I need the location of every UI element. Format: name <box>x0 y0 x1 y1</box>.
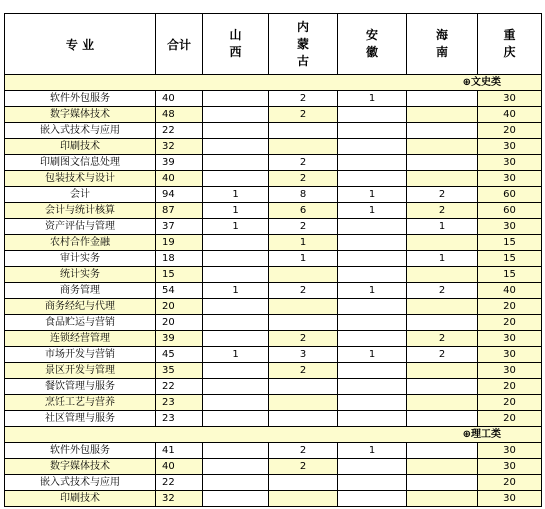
table-row <box>5 379 542 395</box>
hainan-cell[interactable] <box>407 443 478 459</box>
table-row <box>5 331 542 347</box>
neimenggu-cell[interactable]: 2 <box>269 331 338 347</box>
province-char: 重 <box>503 28 516 42</box>
anhui-cell[interactable] <box>338 331 407 347</box>
hainan-cell[interactable] <box>407 491 478 507</box>
anhui-cell[interactable]: 1 <box>338 203 407 219</box>
shanxi-cell[interactable] <box>203 411 269 427</box>
province-header-hainan[interactable] <box>407 14 478 75</box>
anhui-cell[interactable] <box>338 235 407 251</box>
major-name-cell[interactable]: 审计实务 <box>5 251 156 267</box>
major-name-cell[interactable]: 数字媒体技术 <box>5 107 156 123</box>
total-cell[interactable]: 22 <box>156 123 203 139</box>
chongqing-cell[interactable]: 30 <box>478 139 542 155</box>
hainan-cell[interactable]: 2 <box>407 187 478 203</box>
chongqing-cell[interactable]: 30 <box>478 347 542 363</box>
shanxi-cell[interactable] <box>203 331 269 347</box>
province-char: 古 <box>296 53 309 68</box>
shanxi-cell[interactable] <box>203 107 269 123</box>
major-name-cell[interactable]: 市场开发与营销 <box>5 347 156 363</box>
shanxi-cell[interactable] <box>203 363 269 379</box>
neimenggu-cell[interactable] <box>269 491 338 507</box>
total-cell[interactable]: 40 <box>156 459 203 475</box>
shanxi-cell[interactable] <box>203 123 269 139</box>
total-cell[interactable]: 22 <box>156 475 203 491</box>
province-char: 西 <box>229 45 242 59</box>
major-name-cell[interactable]: 嵌入式技术与应用 <box>5 123 156 139</box>
shanxi-cell[interactable] <box>203 315 269 331</box>
chongqing-cell[interactable]: 30 <box>478 443 542 459</box>
total-cell[interactable]: 18 <box>156 251 203 267</box>
shanxi-cell[interactable] <box>203 155 269 171</box>
province-char: 南 <box>435 45 448 59</box>
neimenggu-cell[interactable]: 2 <box>269 443 338 459</box>
total-cell[interactable]: 23 <box>156 411 203 427</box>
hainan-cell[interactable] <box>407 363 478 379</box>
major-name-cell[interactable]: 商务经纪与代理 <box>5 299 156 315</box>
neimenggu-cell[interactable] <box>269 267 338 283</box>
hainan-cell[interactable] <box>407 395 478 411</box>
section-label[interactable]: ⊕理工类 <box>5 427 542 443</box>
shanxi-cell[interactable] <box>203 91 269 107</box>
table-row <box>5 139 542 155</box>
shanxi-cell[interactable] <box>203 475 269 491</box>
anhui-cell[interactable]: 1 <box>338 347 407 363</box>
major-name-cell[interactable]: 社区管理与服务 <box>5 411 156 427</box>
anhui-cell[interactable] <box>338 379 407 395</box>
neimenggu-cell[interactable]: 2 <box>269 171 338 187</box>
table-body <box>5 75 542 507</box>
province-char: 安 <box>365 28 378 42</box>
shanxi-cell[interactable]: 1 <box>203 219 269 235</box>
major-name-cell[interactable]: 资产评估与管理 <box>5 219 156 235</box>
anhui-cell[interactable] <box>338 411 407 427</box>
neimenggu-cell[interactable] <box>269 411 338 427</box>
shanxi-cell[interactable] <box>203 443 269 459</box>
neimenggu-cell[interactable] <box>269 315 338 331</box>
chongqing-cell[interactable]: 15 <box>478 235 542 251</box>
neimenggu-cell[interactable] <box>269 395 338 411</box>
anhui-cell[interactable] <box>338 107 407 123</box>
table-row <box>5 187 542 203</box>
province-char: 蒙 <box>296 36 309 51</box>
chongqing-cell[interactable]: 40 <box>478 283 542 299</box>
province-header-shanxi[interactable] <box>203 14 269 75</box>
neimenggu-cell[interactable] <box>269 475 338 491</box>
neimenggu-cell[interactable]: 2 <box>269 363 338 379</box>
shanxi-cell[interactable] <box>203 251 269 267</box>
hainan-cell[interactable] <box>407 267 478 283</box>
table-row <box>5 171 542 187</box>
major-name-cell[interactable]: 餐饮管理与服务 <box>5 379 156 395</box>
anhui-cell[interactable] <box>338 171 407 187</box>
table-row <box>5 267 542 283</box>
major-name-cell[interactable]: 数字媒体技术 <box>5 459 156 475</box>
province-header-chongqing[interactable] <box>478 14 542 75</box>
section-label[interactable]: ⊕文史类 <box>5 75 542 91</box>
anhui-cell[interactable]: 1 <box>338 283 407 299</box>
major-name-cell[interactable]: 软件外包服务 <box>5 91 156 107</box>
chongqing-cell[interactable]: 20 <box>478 411 542 427</box>
anhui-cell[interactable] <box>338 139 407 155</box>
shanxi-cell[interactable] <box>203 267 269 283</box>
hainan-cell[interactable] <box>407 91 478 107</box>
hainan-cell[interactable] <box>407 379 478 395</box>
major-header[interactable]: 专 业 <box>5 14 156 75</box>
table-row <box>5 363 542 379</box>
anhui-cell[interactable] <box>338 315 407 331</box>
table-row <box>5 491 542 507</box>
total-cell[interactable]: 37 <box>156 219 203 235</box>
neimenggu-cell[interactable]: 6 <box>269 203 338 219</box>
major-name-cell[interactable]: 统计实务 <box>5 267 156 283</box>
table-row <box>5 395 542 411</box>
anhui-cell[interactable] <box>338 251 407 267</box>
table-row <box>5 91 542 107</box>
major-name-cell[interactable]: 包装技术与设计 <box>5 171 156 187</box>
total-header[interactable]: 合计 <box>156 14 203 75</box>
anhui-cell[interactable]: 1 <box>338 91 407 107</box>
chongqing-cell[interactable]: 20 <box>478 475 542 491</box>
hainan-cell[interactable] <box>407 107 478 123</box>
neimenggu-cell[interactable]: 2 <box>269 283 338 299</box>
chongqing-cell[interactable]: 20 <box>478 379 542 395</box>
section-row <box>5 75 542 91</box>
table-row <box>5 123 542 139</box>
chongqing-cell[interactable]: 30 <box>478 91 542 107</box>
anhui-cell[interactable] <box>338 395 407 411</box>
enrollment-table <box>4 13 542 507</box>
neimenggu-cell[interactable] <box>269 379 338 395</box>
hainan-cell[interactable]: 2 <box>407 283 478 299</box>
total-cell[interactable]: 23 <box>156 395 203 411</box>
total-cell[interactable]: 15 <box>156 267 203 283</box>
total-cell[interactable]: 22 <box>156 379 203 395</box>
anhui-cell[interactable] <box>338 123 407 139</box>
total-cell[interactable]: 40 <box>156 91 203 107</box>
anhui-cell[interactable] <box>338 363 407 379</box>
table-row <box>5 203 542 219</box>
shanxi-cell[interactable] <box>203 491 269 507</box>
table-row <box>5 475 542 491</box>
hainan-cell[interactable] <box>407 139 478 155</box>
major-name-cell[interactable]: 景区开发与管理 <box>5 363 156 379</box>
chongqing-cell[interactable]: 30 <box>478 459 542 475</box>
major-name-cell[interactable]: 软件外包服务 <box>5 443 156 459</box>
major-name-cell[interactable]: 食品贮运与营销 <box>5 315 156 331</box>
neimenggu-cell[interactable] <box>269 299 338 315</box>
major-name-cell[interactable]: 印刷技术 <box>5 491 156 507</box>
neimenggu-cell[interactable] <box>269 123 338 139</box>
shanxi-cell[interactable] <box>203 139 269 155</box>
neimenggu-cell[interactable] <box>269 139 338 155</box>
table-row <box>5 443 542 459</box>
hainan-cell[interactable] <box>407 315 478 331</box>
anhui-cell[interactable] <box>338 267 407 283</box>
major-name-cell[interactable]: 嵌入式技术与应用 <box>5 475 156 491</box>
total-cell[interactable]: 94 <box>156 187 203 203</box>
hainan-cell[interactable]: 2 <box>407 347 478 363</box>
major-name-cell[interactable]: 印刷图文信息处理 <box>5 155 156 171</box>
hainan-cell[interactable] <box>407 299 478 315</box>
table-row <box>5 299 542 315</box>
table-row <box>5 219 542 235</box>
chongqing-cell[interactable]: 60 <box>478 187 542 203</box>
table-row <box>5 347 542 363</box>
hainan-cell[interactable]: 2 <box>407 331 478 347</box>
anhui-cell[interactable] <box>338 459 407 475</box>
total-cell[interactable]: 32 <box>156 139 203 155</box>
table-row <box>5 155 542 171</box>
neimenggu-cell[interactable]: 2 <box>269 219 338 235</box>
shanxi-cell[interactable] <box>203 395 269 411</box>
shanxi-cell[interactable]: 1 <box>203 187 269 203</box>
hainan-cell[interactable]: 2 <box>407 203 478 219</box>
neimenggu-cell[interactable]: 2 <box>269 459 338 475</box>
shanxi-cell[interactable]: 1 <box>203 347 269 363</box>
hainan-cell[interactable]: 1 <box>407 251 478 267</box>
hainan-cell[interactable] <box>407 411 478 427</box>
chongqing-cell[interactable]: 30 <box>478 491 542 507</box>
table-row <box>5 315 542 331</box>
chongqing-cell[interactable]: 20 <box>478 123 542 139</box>
table-row <box>5 235 542 251</box>
hainan-cell[interactable] <box>407 459 478 475</box>
chongqing-cell[interactable]: 40 <box>478 107 542 123</box>
anhui-cell[interactable] <box>338 299 407 315</box>
neimenggu-cell[interactable]: 8 <box>269 187 338 203</box>
total-cell[interactable]: 45 <box>156 347 203 363</box>
total-cell[interactable]: 41 <box>156 443 203 459</box>
province-char: 海 <box>435 28 448 42</box>
neimenggu-cell[interactable]: 1 <box>269 251 338 267</box>
total-cell[interactable]: 54 <box>156 283 203 299</box>
chongqing-cell[interactable]: 30 <box>478 331 542 347</box>
header-row <box>5 14 542 75</box>
province-header-neimenggu[interactable] <box>269 14 338 75</box>
chongqing-cell[interactable]: 60 <box>478 203 542 219</box>
chongqing-cell[interactable]: 30 <box>478 171 542 187</box>
anhui-cell[interactable] <box>338 155 407 171</box>
province-char: 庆 <box>503 45 516 59</box>
total-cell[interactable]: 19 <box>156 235 203 251</box>
neimenggu-cell[interactable]: 2 <box>269 155 338 171</box>
total-cell[interactable]: 20 <box>156 299 203 315</box>
chongqing-cell[interactable]: 15 <box>478 267 542 283</box>
province-header-anhui[interactable] <box>338 14 407 75</box>
anhui-cell[interactable] <box>338 475 407 491</box>
hainan-cell[interactable] <box>407 123 478 139</box>
major-name-cell[interactable]: 商务管理 <box>5 283 156 299</box>
section-row <box>5 427 542 443</box>
chongqing-cell[interactable]: 30 <box>478 363 542 379</box>
neimenggu-cell[interactable]: 2 <box>269 107 338 123</box>
neimenggu-cell[interactable]: 3 <box>269 347 338 363</box>
table-row <box>5 283 542 299</box>
major-name-cell[interactable]: 连锁经营管理 <box>5 331 156 347</box>
major-name-cell[interactable]: 印刷技术 <box>5 139 156 155</box>
table-row <box>5 107 542 123</box>
anhui-cell[interactable] <box>338 219 407 235</box>
anhui-cell[interactable] <box>338 491 407 507</box>
province-char: 徽 <box>365 45 378 59</box>
total-cell[interactable]: 39 <box>156 155 203 171</box>
province-char: 内 <box>296 19 309 34</box>
shanxi-cell[interactable] <box>203 299 269 315</box>
major-name-cell[interactable]: 会计与统计核算 <box>5 203 156 219</box>
shanxi-cell[interactable]: 1 <box>203 203 269 219</box>
neimenggu-cell[interactable]: 2 <box>269 91 338 107</box>
shanxi-cell[interactable] <box>203 459 269 475</box>
hainan-cell[interactable] <box>407 475 478 491</box>
chongqing-cell[interactable]: 20 <box>478 299 542 315</box>
table-row <box>5 251 542 267</box>
total-cell[interactable]: 32 <box>156 491 203 507</box>
shanxi-cell[interactable]: 1 <box>203 283 269 299</box>
anhui-cell[interactable]: 1 <box>338 187 407 203</box>
table-row <box>5 411 542 427</box>
province-char: 山 <box>229 28 242 42</box>
hainan-cell[interactable] <box>407 155 478 171</box>
chongqing-cell[interactable]: 15 <box>478 251 542 267</box>
major-name-cell[interactable]: 农村合作金融 <box>5 235 156 251</box>
hainan-cell[interactable] <box>407 235 478 251</box>
anhui-cell[interactable]: 1 <box>338 443 407 459</box>
neimenggu-cell[interactable]: 1 <box>269 235 338 251</box>
major-name-cell[interactable]: 会计 <box>5 187 156 203</box>
chongqing-cell[interactable]: 30 <box>478 219 542 235</box>
major-name-cell[interactable]: 烹饪工艺与营养 <box>5 395 156 411</box>
chongqing-cell[interactable]: 20 <box>478 315 542 331</box>
hainan-cell[interactable] <box>407 171 478 187</box>
total-cell[interactable]: 40 <box>156 171 203 187</box>
total-cell[interactable]: 20 <box>156 315 203 331</box>
total-cell[interactable]: 87 <box>156 203 203 219</box>
chongqing-cell[interactable]: 20 <box>478 395 542 411</box>
shanxi-cell[interactable] <box>203 171 269 187</box>
total-cell[interactable]: 48 <box>156 107 203 123</box>
table-row <box>5 459 542 475</box>
shanxi-cell[interactable] <box>203 379 269 395</box>
chongqing-cell[interactable]: 30 <box>478 155 542 171</box>
total-cell[interactable]: 35 <box>156 363 203 379</box>
total-cell[interactable]: 39 <box>156 331 203 347</box>
shanxi-cell[interactable] <box>203 235 269 251</box>
hainan-cell[interactable]: 1 <box>407 219 478 235</box>
